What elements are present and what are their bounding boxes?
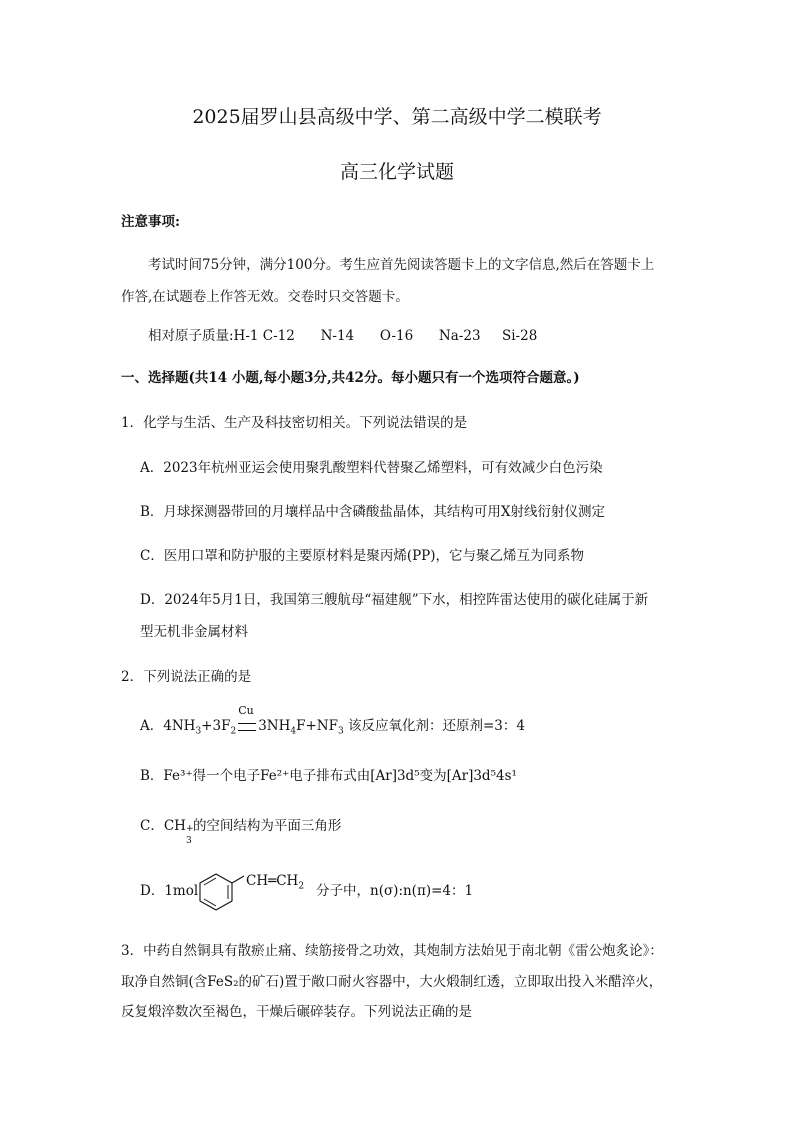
q2-option-a-suffix: 该反应氧化剂：还原剂=3：4	[348, 718, 525, 734]
q1-stem: 1．化学与生活、生产及科技密切相关。下列说法错误的是	[121, 415, 468, 431]
q2-option-c-prefix: C．CH	[140, 818, 186, 834]
q3-line2: 取净自然铜(含FeS₂的矿石)置于敞口耐火容器中，大火煅制红透，立即取出投入米醋淬火，	[121, 974, 663, 990]
section-heading: 一、选择题(共14 小题,每小题3分,共42分。每小题只有一个选项符合题意。)	[121, 370, 580, 386]
q3-line1: 3．中药自然铜具有散瘀止痛、续筋接骨之功效，其炮制方法始见于南北朝《雷公炮炙论》：	[121, 943, 663, 959]
q1-option-d-line1: D．2024年5月1日，我国第三艘航母“福建舰”下水，相控阵雷达使用的碳化硅属于新	[140, 592, 649, 608]
q1-option-b: B．月球探测器带回的月壤样品中含磷酸盐晶体，其结构可用X射线衍射仪测定	[140, 504, 606, 520]
notice-paragraph-line2: 作答,在试题卷上作答无效。交卷时只交答题卡。	[121, 289, 409, 305]
q2-catalyst-label: Cu	[238, 704, 254, 717]
q2-option-b: B．Fe³⁺得一个电子Fe²⁺电子排布式由[Ar]3d⁵变为[Ar]3d⁵4s¹	[140, 768, 517, 784]
q2-option-c: C．CH + 3 的空间结构为平面三角形	[140, 818, 342, 846]
q2-option-a-prefix: A．4NH	[140, 718, 196, 734]
exam-title: 2025届罗山县高级中学、第二高级中学二模联考	[192, 106, 602, 128]
q2-stem: 2．下列说法正确的是	[121, 669, 252, 685]
q3-line3: 反复煅淬数次至褐色，干燥后碾碎装存。下列说法正确的是	[121, 1004, 472, 1020]
vinyl-group: $CH═CH_2$	[246, 873, 305, 892]
q1-option-a: A．2023年杭州亚运会使用聚乳酸塑料代替聚乙烯塑料，可有效减少白色污染	[140, 460, 603, 476]
q2-option-d-prefix: D．1mol	[140, 883, 199, 899]
exam-subtitle: 高三化学试题	[339, 161, 454, 183]
q2-option-d-suffix: 分子中，n(σ):n(π)=4：1	[316, 883, 474, 899]
vinyl-group-text: CH═CH	[246, 873, 299, 889]
atomic-masses: 相对原子质量:H-1 C-12 N-14 O-16 Na-23 Si-28	[148, 328, 538, 344]
notice-heading: 注意事项:	[121, 214, 180, 230]
q2-option-a: A．$4NH_3+3F_2$ Cu $3NH_4F+NF_3$ 该反应氧化剂：还原剂=3：4	[140, 704, 525, 737]
q1-option-c: C．医用口罩和防护服的主要原材料是聚丙烯(PP)，它与聚乙烯互为同系物	[140, 548, 585, 564]
notice-paragraph-line1: 考试时间75分钟，满分100分。考生应首先阅读答题卡上的文字信息,然后在答题卡上	[148, 257, 655, 273]
q1-option-d-line2: 型无机非金属材料	[140, 624, 248, 640]
q2-option-c-suffix: 的空间结构为平面三角形	[192, 818, 342, 834]
reaction-equals-sign	[236, 704, 258, 735]
